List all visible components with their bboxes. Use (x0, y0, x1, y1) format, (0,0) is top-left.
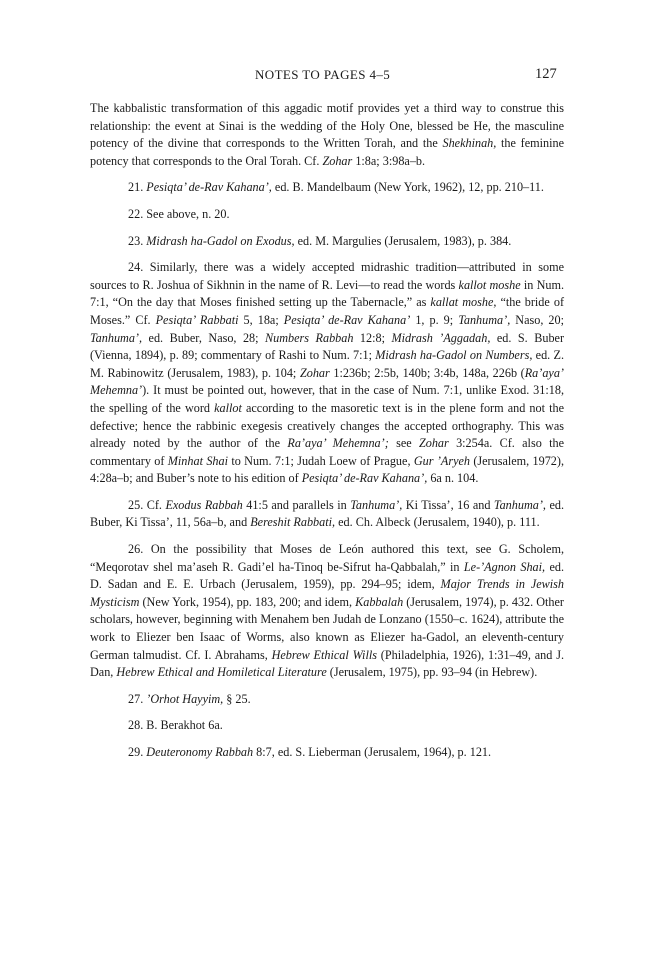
italic-title: Tanhuma’, (350, 497, 403, 512)
text-run: (New York, 1954), pp. 183, 200; and idem, (139, 594, 356, 609)
italic-term: Zohar (322, 153, 353, 168)
text-run: 25. Cf. (128, 497, 166, 512)
italic-title: Tanhuma’, (90, 330, 143, 345)
note-number: 29. (128, 745, 147, 759)
italic-term: Shekhinah, (442, 136, 497, 151)
italic-title: Pesiqta’ de-Rav Kahana’ (283, 312, 411, 327)
italic-title: Kabbalah (355, 594, 404, 609)
text-run: (Philadelphia, 1926), 1:31–49, and J. Dan, (90, 647, 564, 680)
text-run: ed. Buber, Naso, 28; (142, 330, 266, 345)
text-run: ). It must be pointed out, however, that in the case of Num. 7:1, unlike Exod. 31:18, the spelling of the word (90, 383, 564, 415)
text-run: 1:8a; 3:98a–b. (352, 153, 426, 168)
italic-title: Le-’Agnon Shai, (463, 559, 546, 574)
note-number: 23. (128, 233, 147, 248)
italic-title: Major Trends in Jewish Mysticism (90, 577, 565, 609)
italic-title: Pesiqta’ de-Rav Kahana’, (146, 180, 272, 195)
text-run: ed. M. Margulies (Jerusalem, 1983), p. 384. (294, 233, 512, 248)
text-run: Ki Tissa’, 16 and (402, 497, 494, 512)
text-run: “the bride of Moses.” Cf. (90, 295, 564, 327)
text-run: 26. On the possibility that Moses de León authored this text, see G. Scholem, “Meqorotav shel ma’aseh R. Gadi’el ha-Tinoq be-Sifrut ha-Qabbalah,” in (90, 542, 564, 574)
italic-title: Deuteronomy Rabbah (146, 745, 254, 759)
italic-title: Pesiqta’ Rabbati (155, 312, 239, 327)
italic-term: kallot moshe (458, 277, 521, 292)
text-run: 3:254a. Cf. also the commentary of (90, 436, 564, 468)
note-number: 27. (128, 691, 147, 706)
italic-title: Zohar (299, 365, 330, 380)
italic-title: Bereshit Rabbati, (250, 515, 336, 530)
text-run: to Num. 7:1; Judah Loew of Prague, (227, 453, 414, 468)
text-run: § 25. (223, 691, 251, 706)
note-24 (90, 259, 564, 488)
italic-title: Midrash ha-Gadol on Numbers, (375, 348, 533, 363)
italic-title: Numbers Rabbah (265, 330, 354, 345)
italic-title: Zohar (418, 436, 449, 451)
note-22: 22. See above, n. 20. (128, 206, 230, 221)
text-run: 12:8; (353, 330, 392, 345)
text-run: 1, p. 9; (410, 312, 459, 327)
text-run: ed. B. Mandelbaum (New York, 1962), 12, pp. 210–11. (271, 180, 544, 195)
text-run: ed. D. Sadan and E. E. Urbach (Jerusalem, 1959), pp. 294–95; idem, (90, 559, 564, 592)
italic-title: Hebrew Ethical Wills (271, 647, 377, 662)
text-run: ed. Buber, Ki Tissa’, 11, 56a–b, and (90, 497, 565, 530)
text-run: 1:236b; 2:5b, 140b; 3:4b, 148a, 226b ( (329, 365, 525, 380)
page-header (0, 67, 650, 89)
italic-term: kallot (214, 400, 242, 415)
italic-title: Pesiqta’ de-Rav Kahana’, (301, 471, 428, 486)
note-23 (90, 233, 564, 251)
text-run: 6a n. 104. (427, 471, 479, 486)
text-run: in Num. 7:1, “On the day that Moses finished setting up the Tabernacle,” as (90, 277, 565, 310)
note-26 (90, 541, 564, 682)
text-run: the feminine potency that corresponds to the Oral Torah. Cf. (90, 136, 564, 168)
text-run: ed. Z. M. Rabinowitz (Jerusalem, 1983), p. 104; (90, 348, 564, 380)
note-number: 21. (128, 180, 147, 195)
italic-title: Tanhuma’, (493, 497, 546, 512)
italic-title: Midrash ’Aggadah, (391, 330, 491, 345)
intro-paragraph (90, 100, 564, 170)
text-run: 41:5 and parallels in (242, 497, 351, 512)
text-run: 5, 18a; (238, 312, 284, 327)
italic-title: Hebrew Ethical and Homiletical Literature (116, 665, 327, 680)
note-21 (90, 179, 564, 197)
text-run: (Jerusalem, 1972), 4:28a–b; and Buber’s note to his edition of (90, 453, 565, 486)
text-run: (Jerusalem, 1974), p. 432. Other scholars, however, beginning with Menahem ben Judah de Lonzano (1550–c. 1624), attribute the work to Eliezer ben Isaac of Worms, also known as Eliezer ha-Gadol, an eleventh-century German talmudist. Cf. I. Abrahams, (90, 594, 564, 662)
text-run: ed. S. Buber (Vienna, 1894), p. 89; commentary of Rashi to Num. 7:1; (90, 330, 564, 363)
running-head: NOTES TO PAGES 4–5 (255, 67, 391, 82)
page-number: 127 (535, 66, 557, 82)
text-run: (Jerusalem, 1975), pp. 93–94 (in Hebrew). (326, 665, 538, 680)
italic-term: kallat moshe, (430, 295, 497, 310)
text-run: 8:7, ed. S. Lieberman (Jerusalem, 1964), p. 121. (253, 745, 492, 759)
italic-title: Ra’aya’ Mehemna’ (90, 365, 564, 398)
italic-title: Midrash ha-Gadol on Exodus, (146, 233, 295, 248)
text-run: The kabbalistic transformation of this aggadic motif provides yet a third way to construe this relationship: the event at Sinai is the wedding of the Holy One, blessed be He, the masculine potency of the divine that corresponds to the Written Torah, and the (90, 101, 564, 151)
note-27 (90, 691, 564, 709)
italic-title: ’Orhot Hayyim, (146, 691, 224, 706)
notes-body (90, 100, 564, 762)
text-run: see (388, 436, 419, 451)
text-run: ed. Ch. Albeck (Jerusalem, 1940), p. 111. (335, 515, 540, 530)
italic-title: Ra’aya’ Mehemna’; (287, 436, 389, 451)
italic-title: Minhat Shai (167, 453, 228, 468)
note-28: 28. B. Berakhot 6a. (128, 718, 223, 733)
text-run: Naso, 20; (510, 312, 564, 327)
italic-title: Tanhuma’, (458, 312, 511, 327)
note-25 (90, 497, 564, 532)
note-29 (90, 744, 564, 762)
text-run: 24. Similarly, there was a widely accepted midrashic tradition—attributed in some sources to R. Joshua of Sikhnin in the name of R. Levi—to read the words (90, 260, 564, 292)
text-run: according to the masoretic text is in the plene form and not the defective; hence the rabbinic exegesis creatively changes the accepted orthography. This was already noted by the author of the (90, 400, 564, 451)
italic-title: Exodus Rabbah (165, 497, 243, 512)
italic-title: Gur ’Aryeh (413, 453, 470, 468)
